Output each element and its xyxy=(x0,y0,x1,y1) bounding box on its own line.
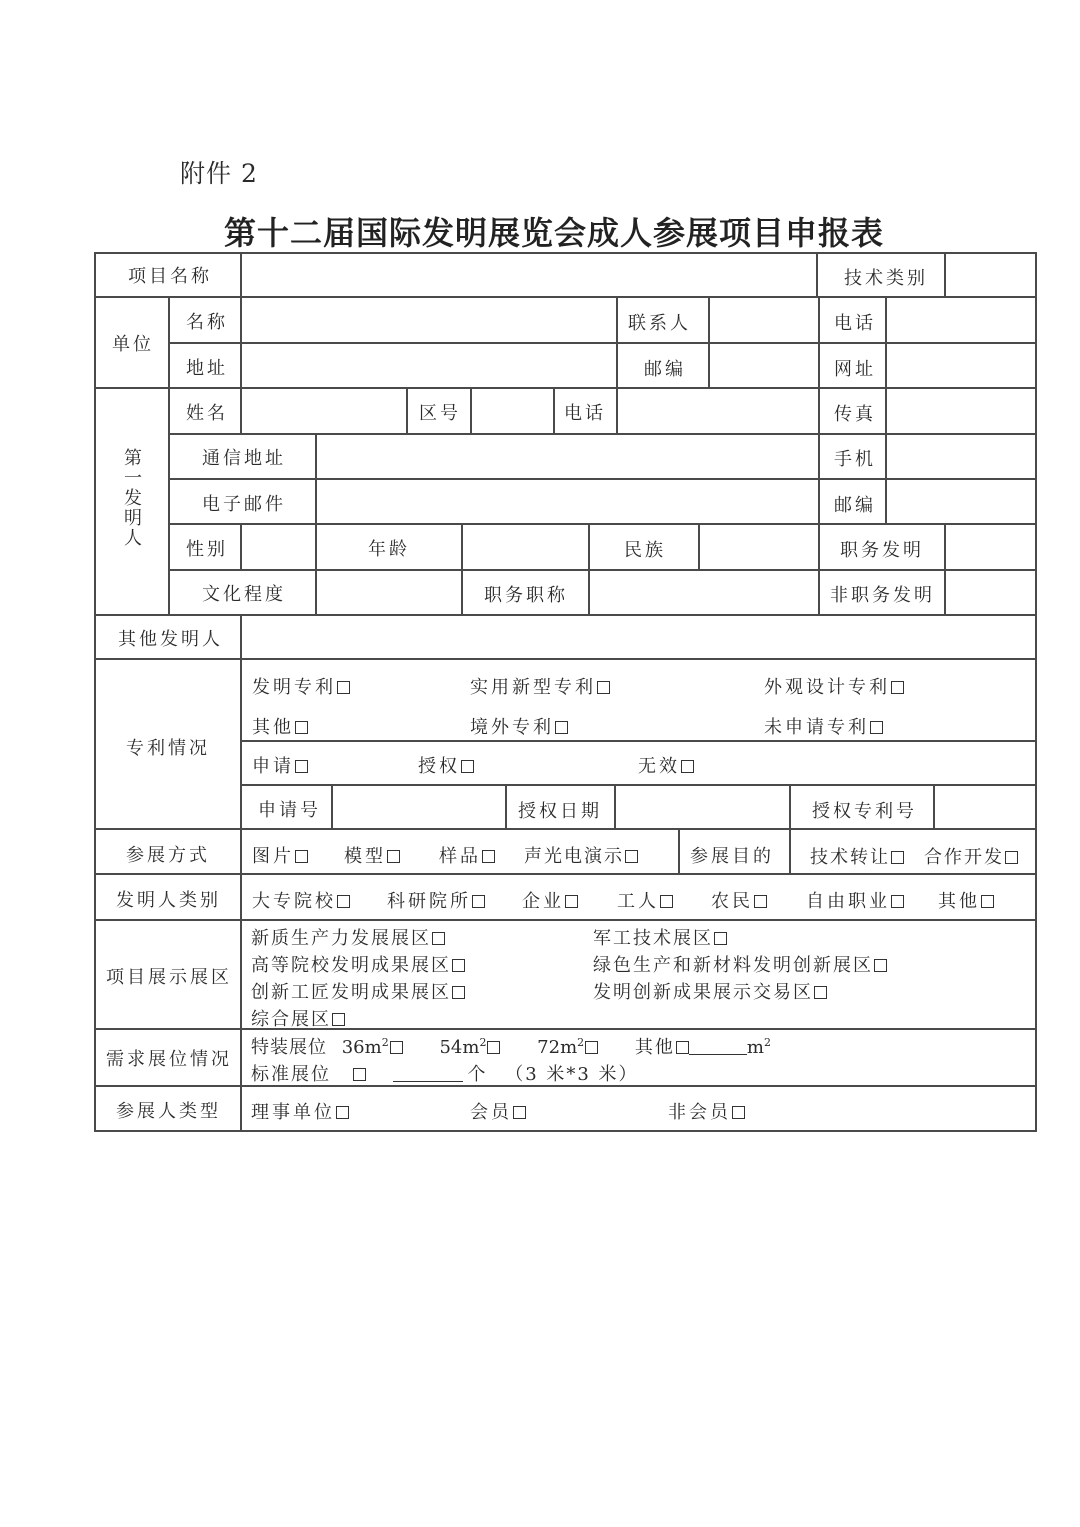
option-enterprise: 企业 xyxy=(522,887,578,913)
zone-green-checkbox[interactable] xyxy=(874,959,887,972)
no-patent-checkbox[interactable] xyxy=(870,721,883,734)
phone-label: 电话 xyxy=(564,403,606,424)
option-invention-patent: 发明专利 xyxy=(252,673,350,699)
option-zone-trade: 发明创新成果展示交易区 xyxy=(593,978,827,1004)
unit-name-label: 名称 xyxy=(186,312,228,333)
option-zone-craftsman: 创新工匠发明成果展区 xyxy=(251,978,465,1004)
booth-54-checkbox[interactable] xyxy=(487,1041,500,1054)
option-freelance: 自由职业 xyxy=(806,887,904,913)
option-farmer: 农民 xyxy=(711,887,767,913)
contact-person-label: 联系人 xyxy=(628,313,691,334)
exhibit-zone-label: 项目展示展区 xyxy=(106,967,232,988)
zone-general-checkbox[interactable] xyxy=(332,1013,345,1026)
zone-craftsman-checkbox[interactable] xyxy=(452,986,465,999)
option-model: 模型 xyxy=(344,842,400,868)
non-member-checkbox[interactable] xyxy=(732,1106,745,1119)
member-checkbox[interactable] xyxy=(513,1106,526,1119)
non-service-invention-label: 非职务发明 xyxy=(830,585,935,606)
website-label: 网址 xyxy=(834,359,876,380)
option-council-member: 理事单位 xyxy=(251,1098,349,1124)
option-other-patent: 其他 xyxy=(252,713,308,739)
option-granted: 授权 xyxy=(418,752,474,778)
granted-patent-no-label: 授权专利号 xyxy=(812,801,917,822)
option-invalid: 无效 xyxy=(638,752,694,778)
special-booth-row: 特装展位 $36m^2$ $54m^2$ $72m^2$ 其他 $m^2$ xyxy=(251,1036,771,1058)
sample-checkbox[interactable] xyxy=(482,850,495,863)
av-demo-checkbox[interactable] xyxy=(625,850,638,863)
inventor-category-label: 发明人类别 xyxy=(116,890,221,911)
option-institute: 科研院所 xyxy=(387,887,485,913)
mail-address-label: 通信地址 xyxy=(202,448,286,469)
booth-72-checkbox[interactable] xyxy=(585,1041,598,1054)
job-title-label: 职务职称 xyxy=(484,585,568,606)
exhibit-purpose-label: 参展目的 xyxy=(690,846,774,867)
education-label: 文化程度 xyxy=(202,584,286,605)
college-checkbox[interactable] xyxy=(337,895,350,908)
option-sample: 样品 xyxy=(439,842,495,868)
zone-new-productivity-checkbox[interactable] xyxy=(432,932,445,945)
application-no-label: 申请号 xyxy=(258,800,321,821)
freelance-checkbox[interactable] xyxy=(891,895,904,908)
option-applied: 申请 xyxy=(252,752,308,778)
model-checkbox[interactable] xyxy=(387,850,400,863)
first-inventor-label: 第一发明人 xyxy=(121,448,142,548)
standard-booth-count-field[interactable] xyxy=(393,1067,463,1082)
unit-label: 单位 xyxy=(112,334,154,355)
booth-36-checkbox[interactable] xyxy=(390,1041,403,1054)
utility-patent-checkbox[interactable] xyxy=(597,681,610,694)
applied-checkbox[interactable] xyxy=(295,760,308,773)
invalid-checkbox[interactable] xyxy=(681,760,694,773)
granted-checkbox[interactable] xyxy=(461,760,474,773)
other-category-checkbox[interactable] xyxy=(981,895,994,908)
unit-address-label: 地址 xyxy=(186,358,228,379)
postcode-label: 邮编 xyxy=(834,495,876,516)
zone-university-checkbox[interactable] xyxy=(452,959,465,972)
option-zone-new-productivity: 新质生产力发展展区 xyxy=(251,924,445,950)
option-zone-green: 绿色生产和新材料发明创新展区 xyxy=(593,951,887,977)
standard-booth-checkbox[interactable] xyxy=(353,1068,366,1081)
zone-trade-checkbox[interactable] xyxy=(814,986,827,999)
option-no-patent: 未申请专利 xyxy=(764,713,883,739)
picture-checkbox[interactable] xyxy=(295,850,308,863)
fax-label: 传真 xyxy=(834,404,876,425)
booth-needs-label: 需求展位情况 xyxy=(106,1049,232,1070)
option-zone-university: 高等院校发明成果展区 xyxy=(251,951,465,977)
option-picture: 图片 xyxy=(252,842,308,868)
option-av-demo: 声光电演示 xyxy=(524,842,638,868)
tech-transfer-checkbox[interactable] xyxy=(891,851,904,864)
other-inventors-label: 其他发明人 xyxy=(118,629,223,650)
other-patent-checkbox[interactable] xyxy=(295,721,308,734)
zone-military-checkbox[interactable] xyxy=(714,932,727,945)
age-label: 年龄 xyxy=(368,539,410,560)
option-college: 大专院校 xyxy=(252,887,350,913)
exhibit-mode-label: 参展方式 xyxy=(126,845,210,866)
unit-postcode-label: 邮编 xyxy=(644,359,686,380)
option-zone-military: 军工技术展区 xyxy=(593,924,727,950)
application-form-table xyxy=(94,252,1035,1132)
project-name-label: 项目名称 xyxy=(128,266,212,287)
booth-other-size-field[interactable] xyxy=(689,1040,747,1055)
option-other-category: 其他 xyxy=(938,887,994,913)
ethnicity-label: 民族 xyxy=(624,540,666,561)
exhibitor-type-label: 参展人类型 xyxy=(116,1101,221,1122)
option-co-develop: 合作开发 xyxy=(924,843,1018,869)
standard-booth-row: 标准展位 个 （3 米*3 米） xyxy=(251,1064,639,1085)
option-member: 会员 xyxy=(470,1098,526,1124)
option-zone-general: 综合展区 xyxy=(251,1005,345,1031)
area-code-label: 区号 xyxy=(419,403,461,424)
institute-checkbox[interactable] xyxy=(472,895,485,908)
co-develop-checkbox[interactable] xyxy=(1005,851,1018,864)
unit-phone-label: 电话 xyxy=(834,313,876,334)
option-foreign-patent: 境外专利 xyxy=(470,713,568,739)
foreign-patent-checkbox[interactable] xyxy=(555,721,568,734)
council-member-checkbox[interactable] xyxy=(336,1106,349,1119)
invention-patent-checkbox[interactable] xyxy=(337,681,350,694)
patent-status-label: 专利情况 xyxy=(126,738,210,759)
mobile-label: 手机 xyxy=(834,449,876,470)
design-patent-checkbox[interactable] xyxy=(891,681,904,694)
option-worker: 工人 xyxy=(617,887,673,913)
service-invention-label: 职务发明 xyxy=(840,540,924,561)
gender-label: 性别 xyxy=(186,539,228,560)
grant-date-label: 授权日期 xyxy=(518,801,602,822)
booth-other-checkbox[interactable] xyxy=(676,1041,689,1054)
farmer-checkbox[interactable] xyxy=(754,895,767,908)
option-non-member: 非会员 xyxy=(668,1098,745,1124)
option-utility-patent: 实用新型专利 xyxy=(470,673,610,699)
enterprise-checkbox[interactable] xyxy=(565,895,578,908)
worker-checkbox[interactable] xyxy=(660,895,673,908)
tech-category-label: 技术类别 xyxy=(844,268,928,289)
option-tech-transfer: 技术转让 xyxy=(810,843,904,869)
attachment-label: 附件 2 xyxy=(180,159,258,188)
form-title: 第十二届国际发明展览会成人参展项目申报表 xyxy=(223,214,884,252)
option-design-patent: 外观设计专利 xyxy=(764,673,904,699)
name-label: 姓名 xyxy=(186,403,228,424)
email-label: 电子邮件 xyxy=(202,494,286,515)
